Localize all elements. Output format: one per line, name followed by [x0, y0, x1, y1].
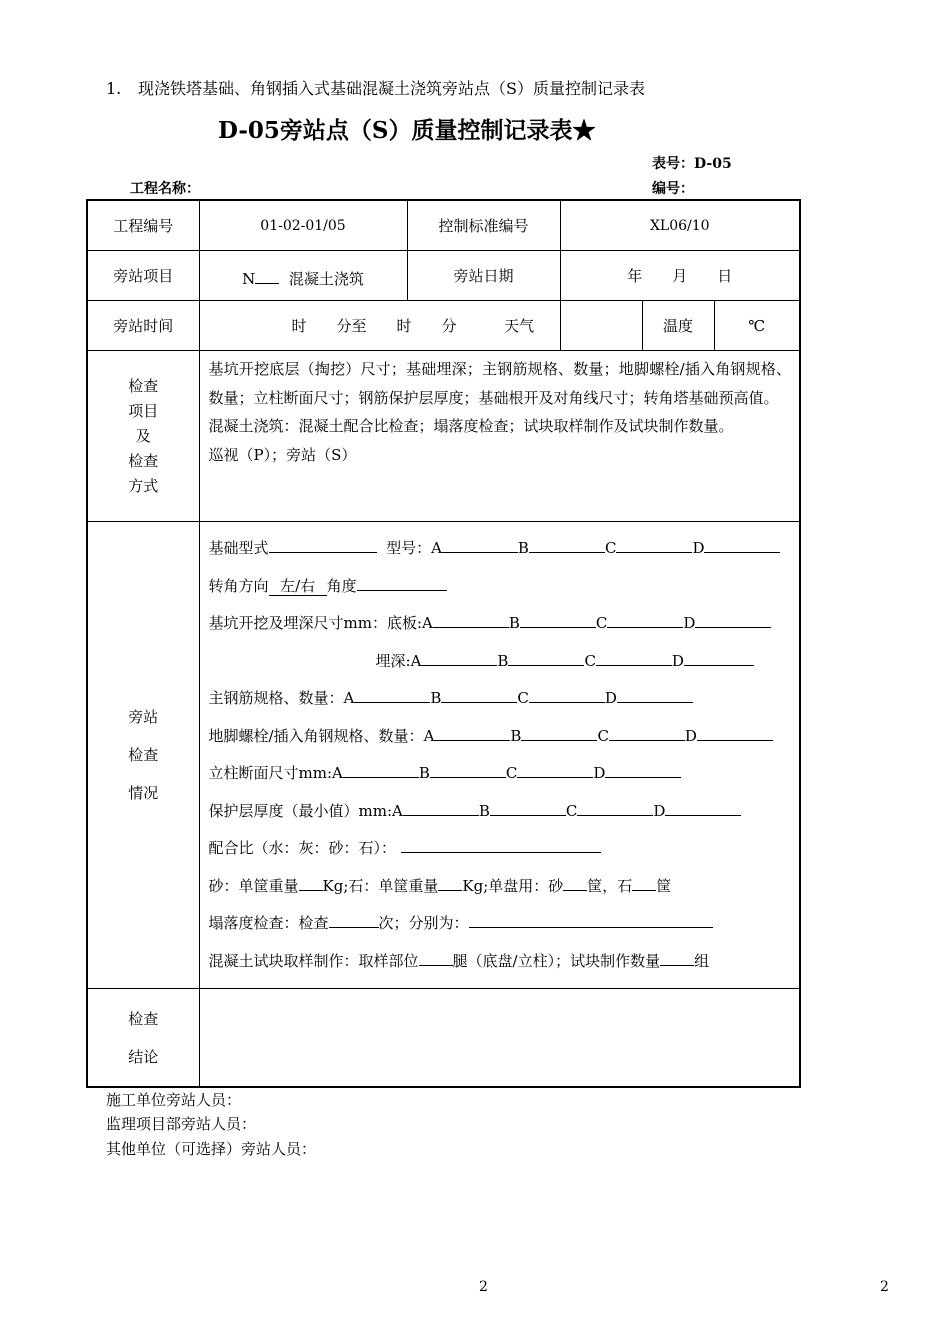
- weather-value[interactable]: [560, 301, 642, 351]
- label-line: 旁站: [128, 708, 159, 726]
- supervision-details-content: [199, 522, 800, 989]
- pit-c-blank[interactable]: [607, 607, 683, 628]
- stone-weight-blank[interactable]: [438, 870, 462, 891]
- depth-d-blank[interactable]: [684, 645, 754, 666]
- detail-line-pit-size: 基坑开挖及埋深尺寸mm：底板:A B C D: [209, 605, 792, 643]
- detail-line-column: 立柱断面尺寸mm:A B C D: [209, 755, 792, 793]
- label-line: 检查: [128, 376, 159, 395]
- detail-line-mix: 配合比（水：灰：砂：石）：: [209, 830, 792, 868]
- weather-label: 天气: [504, 317, 535, 335]
- column-d-blank[interactable]: [605, 757, 681, 778]
- inspection-items-paragraph-1: 基坑开挖底层（掏挖）尺寸；基础埋深；主钢筋规格、数量；地脚螺栓/插入角钢规格、数量；立柱断面尺寸；钢筋保护层厚度；基础根开及对角线尺寸；转角塔基础预高值。: [208, 360, 792, 407]
- temperature-unit: ℃: [714, 301, 800, 351]
- temperature-label: 温度: [642, 301, 714, 351]
- page-number-center: 2: [479, 1279, 488, 1295]
- detail-line-corner: 转角方向 左/右 角度: [209, 568, 792, 606]
- slump-values-blank[interactable]: [469, 907, 713, 928]
- label-line: 检查: [128, 451, 159, 470]
- anchor-b-blank[interactable]: [521, 720, 597, 741]
- form-title: D-05旁站点（S）质量控制记录表★: [218, 117, 596, 144]
- detail-line-main-rebar: 主钢筋规格、数量：A B C D: [209, 680, 792, 718]
- label-line: 检查: [128, 1009, 159, 1028]
- pit-d-blank[interactable]: [695, 607, 771, 628]
- section-heading: [106, 76, 645, 99]
- supervision-staff-label: 监理项目部旁站人员：: [106, 1115, 257, 1133]
- anchor-c-blank[interactable]: [609, 720, 685, 741]
- label-line: 项目: [128, 401, 159, 420]
- item-prefix: N: [242, 269, 256, 288]
- inspection-items-content: [199, 351, 800, 522]
- standard-code-label: 控制标准编号: [407, 200, 560, 251]
- detail-line-anchor: 地脚螺栓/插入角钢规格、数量：A B C D: [209, 718, 792, 756]
- detail-line-foundation: 基础型式 型号：A B C D: [209, 530, 792, 568]
- supervision-date-label: 旁站日期: [407, 251, 560, 301]
- section-heading-text: 现浇铁塔基础、角钢插入式基础混凝土浇筑旁站点（S）质量控制记录表: [138, 79, 645, 98]
- time-range-text: 时 分至 时 分: [291, 317, 457, 335]
- depth-b-blank[interactable]: [508, 645, 584, 666]
- column-a-blank[interactable]: [343, 757, 419, 778]
- cover-a-blank[interactable]: [403, 795, 479, 816]
- detail-line-depth: 埋深:A B C D: [209, 643, 792, 681]
- rebar-a-blank[interactable]: [354, 682, 430, 703]
- model-d-blank[interactable]: [704, 532, 780, 553]
- mix-ratio-blank[interactable]: [401, 832, 601, 853]
- supervision-time-label: 旁站时间: [87, 301, 199, 351]
- label-line: 检查: [128, 746, 159, 764]
- inspection-items-paragraph-2: 混凝土浇筑：混凝土配合比检查；塌落度检查；试块取样制作及试块制作数量。: [208, 417, 734, 435]
- angle-blank[interactable]: [357, 570, 447, 591]
- cover-c-blank[interactable]: [577, 795, 653, 816]
- page-number-right: 2: [880, 1279, 889, 1295]
- quality-control-table: [86, 199, 801, 1088]
- inspection-items-label: [87, 351, 199, 522]
- supervision-item-label: 旁站项目: [87, 251, 199, 301]
- project-name-label: 工程名称：: [130, 181, 200, 197]
- rebar-d-blank[interactable]: [617, 682, 693, 703]
- project-code-label: 工程编号: [87, 200, 199, 251]
- model-a-blank[interactable]: [442, 532, 518, 553]
- detail-line-cover: 保护层厚度（最小值）mm:A B C D: [209, 793, 792, 831]
- item-blank[interactable]: [255, 263, 279, 284]
- column-b-blank[interactable]: [430, 757, 506, 778]
- sand-baskets-blank[interactable]: [563, 870, 587, 891]
- rebar-b-blank[interactable]: [441, 682, 517, 703]
- detail-line-sand: 砂：单筐重量 Kg;石：单筐重量 Kg;单盘用：砂 筐，石 筐: [209, 868, 792, 906]
- cover-d-blank[interactable]: [665, 795, 741, 816]
- sample-leg-blank[interactable]: [419, 945, 453, 966]
- rebar-c-blank[interactable]: [529, 682, 605, 703]
- detail-line-sample: 混凝土试块取样制作：取样部位 腿（底盘/立柱）；试块制作数量 组: [209, 943, 792, 981]
- table-number: 表号：D-05: [652, 156, 732, 172]
- label-line: 方式: [128, 476, 159, 495]
- inspection-items-paragraph-3: 巡视（P）；旁站（S）: [208, 445, 357, 464]
- anchor-a-blank[interactable]: [434, 720, 510, 741]
- label-line: 结论: [128, 1047, 159, 1066]
- depth-a-blank[interactable]: [421, 645, 497, 666]
- label-line: 及: [135, 426, 151, 445]
- stone-baskets-blank[interactable]: [632, 870, 656, 891]
- corner-direction-value[interactable]: 左/右: [269, 577, 327, 596]
- pit-a-blank[interactable]: [433, 607, 509, 628]
- model-b-blank[interactable]: [529, 532, 605, 553]
- pit-b-blank[interactable]: [520, 607, 596, 628]
- construction-staff-label: 施工单位旁站人员：: [106, 1091, 242, 1109]
- supervision-item-value: [199, 251, 407, 301]
- foundation-type-blank[interactable]: [269, 532, 377, 553]
- conclusion-content[interactable]: [199, 989, 800, 1088]
- sample-count-blank[interactable]: [660, 945, 694, 966]
- other-staff-label: 其他单位（可选择）旁站人员：: [106, 1140, 317, 1158]
- depth-c-blank[interactable]: [596, 645, 672, 666]
- sand-weight-blank[interactable]: [299, 870, 323, 891]
- item-name: 混凝土浇筑: [288, 269, 364, 288]
- standard-code-value: XL06/10: [560, 200, 800, 251]
- supervision-details-label: [87, 522, 199, 989]
- cover-b-blank[interactable]: [490, 795, 566, 816]
- supervision-time-value: [199, 301, 560, 351]
- label-line: 情况: [128, 784, 159, 802]
- detail-line-slump: 塌落度检查：检查 次；分别为：: [209, 905, 792, 943]
- supervision-date-value: 年 月 日: [560, 251, 800, 301]
- model-c-blank[interactable]: [616, 532, 692, 553]
- anchor-d-blank[interactable]: [697, 720, 773, 741]
- column-c-blank[interactable]: [517, 757, 593, 778]
- serial-number-label: 编号：: [652, 181, 694, 197]
- section-number: 1.: [106, 79, 122, 98]
- project-code-value: 01-02-01/05: [199, 200, 407, 251]
- conclusion-label: [87, 989, 199, 1088]
- slump-count-blank[interactable]: [329, 907, 379, 928]
